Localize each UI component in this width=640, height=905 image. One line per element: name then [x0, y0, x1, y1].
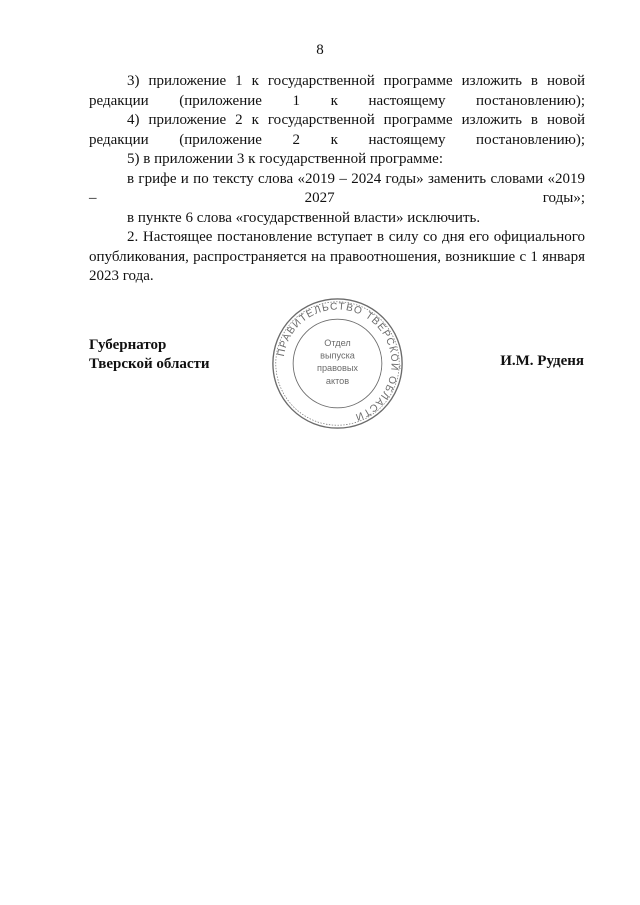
page-number: 8	[316, 42, 324, 58]
signatory-position-line1: Губернатор	[89, 337, 167, 353]
paragraph-item-4: 4) приложение 2 к государственной программе изложить в новой редакции (приложение 2 к настоящему постановлению);	[89, 112, 585, 148]
paragraph-years-replace: в грифе и по тексту слова «2019 – 2024 годы» заменить словами «2019 – 2027 годы»;	[89, 170, 585, 206]
paragraph-item-3: 3) приложение 1 к государственной программе изложить в новой редакции (приложение 1 к настоящему постановлению);	[89, 73, 585, 109]
seal-center-line-1: Отдел	[324, 338, 351, 349]
seal-ring-text: ПРАВИТЕЛЬСТВО ТВЕРСКОЙ ОБЛАСТИ	[275, 301, 400, 423]
seal-center-line-3: правовых	[316, 363, 359, 374]
signatory-position-line2: Тверской области	[89, 356, 210, 372]
signatory-position	[89, 336, 210, 374]
seal-center-line-2: выпуска	[320, 350, 355, 361]
official-seal	[270, 296, 405, 431]
signatory-name: И.М. Руденя	[500, 353, 584, 369]
paragraph-item-5: 5) в приложении 3 к государственной программе:	[127, 151, 443, 167]
seal-center-line-4: актов	[325, 375, 350, 386]
paragraph-point-6: в пункте 6 слова «государственной власти» исключить.	[127, 209, 481, 226]
seal-graphic	[270, 296, 405, 431]
paragraph-effective-date: 2. Настоящее постановление вступает в силу со дня его официального опубликования, распространяется на правоотношения, возникшие с 1 января 2023 года.	[89, 229, 585, 284]
document-body	[89, 72, 585, 287]
